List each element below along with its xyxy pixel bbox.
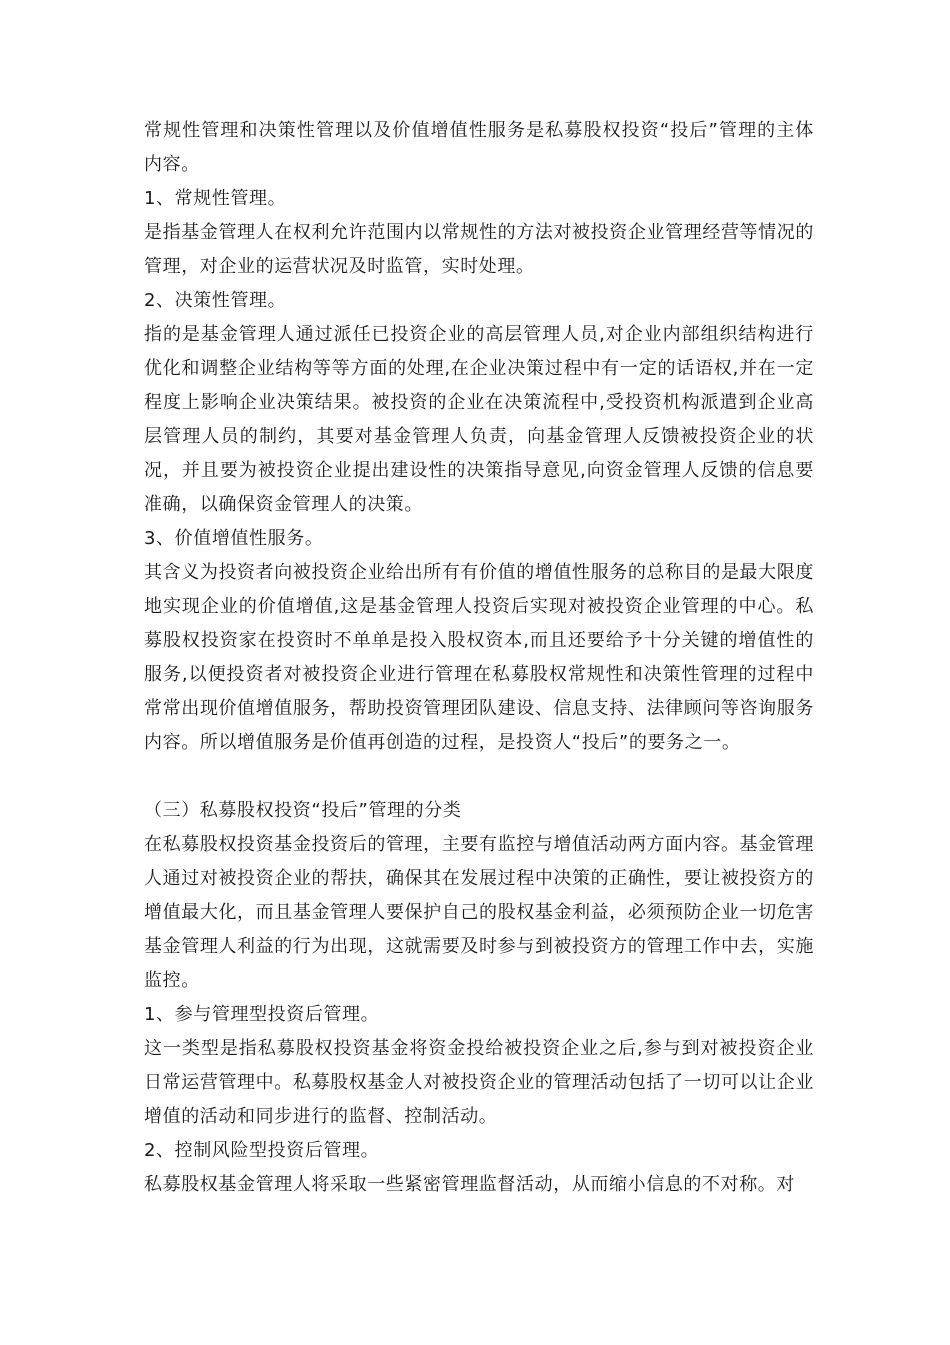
heading-decision-management: 2、决策性管理。 [144, 290, 287, 311]
paragraph-participatory-management: 这一类型是指私募股权投资基金将资金投给被投资企业之后,参与到对被投资企业日常运营管理中。私募股权基金人对被投资企业的管理活动包括了一切可以让企业增值的活动和同步进行的监督、控制活动。 [144, 1038, 814, 1127]
section-heading-classification: （三）私募股权投资“投后”管理的分类 [144, 800, 462, 821]
paragraph-classification: 在私募股权投资基金投资后的管理，主要有监控与增值活动两方面内容。基金管理人通过对被投资企业的帮扶，确保其在发展过程中决策的正确性，要让被投资方的增值最大化，而且基金管理人要保护自己的股权基金利益，必须预防企业一切危害基金管理人利益的行为出现，这就需要及时参与到被投资方的管理工作中去，实施监控。 [144, 834, 814, 991]
heading-risk-control-management: 2、控制风险型投资后管理。 [144, 1140, 380, 1161]
paragraph-risk-control-management: 私募股权基金管理人将采取一些紧密管理监督活动，从而缩小信息的不对称。对 [144, 1174, 795, 1195]
heading-routine-management: 1、常规性管理。 [144, 188, 287, 209]
paragraph-value-added-service: 其含义为投资者向被投资企业给出所有有价值的增值性服务的总称目的是最大限度地实现企业的价值增值,这是基金管理人投资后实现对被投资企业管理的中心。私募股权投资家在投资时不单单是投入股权资本,而且还要给予十分关键的增值性的服务,以便投资者对被投资企业进行管理在私募股权常规性和决策性管理的过程中常常出现价值增值服务，帮助投资管理团队建设、信息支持、法律顾问等咨询服务内容。所以增值服务是价值再创造的过程，是投资人“投后”的要务之一。 [144, 562, 814, 753]
heading-value-added-service: 3、价值增值性服务。 [144, 528, 324, 549]
blank-line [144, 760, 814, 794]
document-body [144, 114, 814, 1202]
paragraph-routine-management: 是指基金管理人在权利允许范围内以常规性的方法对被投资企业管理经营等情况的管理，对企业的运营状况及时监管，实时处理。 [144, 222, 814, 277]
heading-participatory-management: 1、参与管理型投资后管理。 [144, 1004, 380, 1025]
paragraph-decision-management: 指的是基金管理人通过派任已投资企业的高层管理人员,对企业内部组织结构进行优化和调整企业结构等等方面的处理,在企业决策过程中有一定的话语权,并在一定程度上影响企业决策结果。被投资的企业在决策流程中,受投资机构派遣到企业高层管理人员的制约，其要对基金管理人负责，向基金管理人反馈被投资企业的状况，并且要为被投资企业提出建设性的决策指导意见,向资金管理人反馈的信息要准确，以确保资金管理人的决策。 [144, 324, 814, 515]
paragraph-intro: 常规性管理和决策性管理以及价值增值性服务是私募股权投资“投后”管理的主体内容。 [144, 120, 814, 175]
